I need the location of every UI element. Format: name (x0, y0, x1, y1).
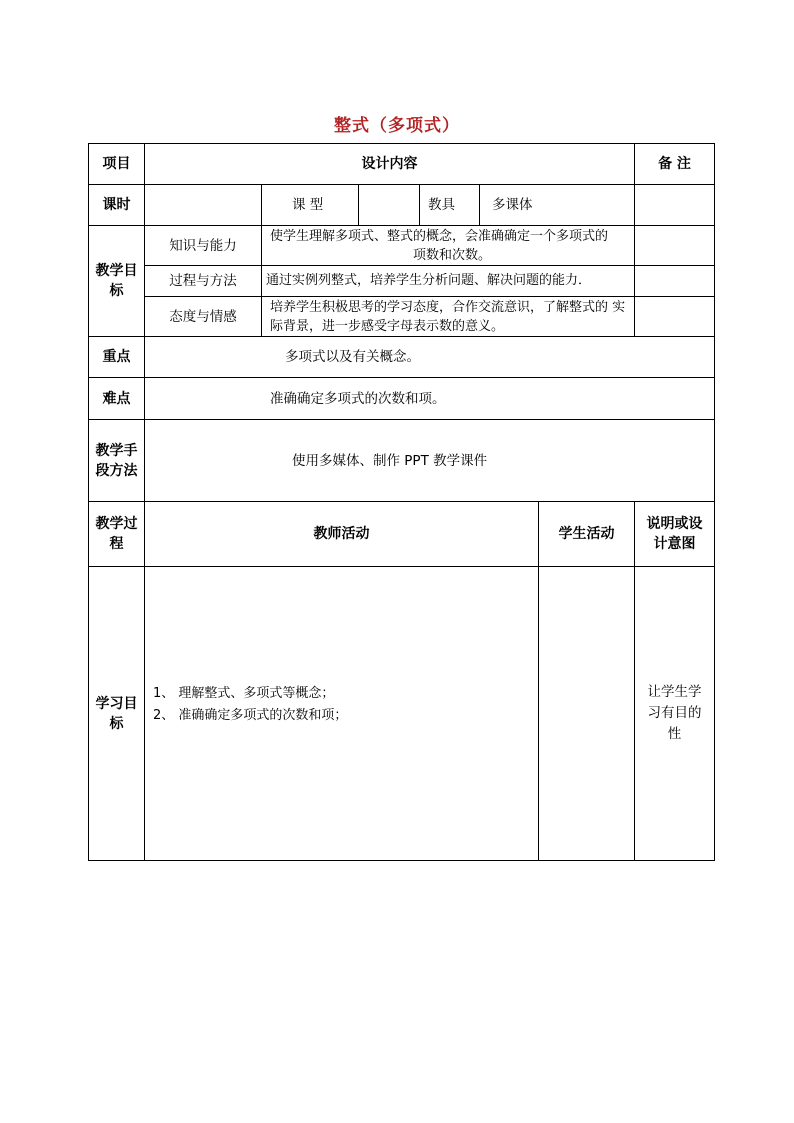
table-border (358, 184, 359, 226)
objective-text-process: 通过实例列整式，培养学生分析问题、解决问题的能力． (266, 273, 592, 288)
objective-text-knowledge (262, 226, 634, 265)
objective-name-attitude: 态度与情感 (169, 308, 237, 325)
key-point-label: 重点 (102, 349, 131, 365)
period-label: 课时 (102, 197, 131, 213)
period-tool-label: 教具 (428, 197, 455, 213)
header-item: 项目 (102, 156, 131, 172)
methods-text: 使用多媒体、制作 PPT 教学课件 (292, 452, 488, 469)
process-label (89, 502, 144, 566)
period-tool-value: 多课体 (492, 197, 533, 213)
objective-text-line: 培养学生积极思考的学习态度，合作交流意识，了解整式的 (270, 300, 609, 315)
study-label (89, 567, 144, 860)
page-title: 整式（多项式） (334, 116, 460, 136)
study-note (635, 567, 714, 860)
list-item: 2、 准确确定多项式的次数和项； (153, 708, 348, 723)
header-content: 设计内容 (361, 156, 418, 172)
period-type-label: 课 型 (292, 197, 324, 213)
methods-label (89, 420, 144, 501)
objectives-label-text: 教学目标 (95, 263, 138, 299)
difficulty-text: 准确确定多项式的次数和项。 (270, 390, 446, 407)
study-note-text: 让学生学习有目的性 (647, 684, 702, 742)
objectives-label (89, 226, 144, 336)
study-label-text: 学习目标 (95, 695, 138, 732)
header-note: 备 注 (658, 156, 691, 172)
objective-name-process: 过程与方法 (169, 273, 237, 289)
process-label-text: 教学过程 (95, 516, 138, 552)
objective-text-line: 实际背景，进一步感受字母表示数的意义。 (270, 300, 626, 334)
methods-label-text: 教学手段方法 (95, 442, 138, 479)
key-point-text: 多项式以及有关概念。 (285, 349, 420, 365)
table-border (714, 143, 715, 861)
difficulty-label: 难点 (102, 390, 131, 407)
objective-text-attitude (262, 297, 634, 336)
process-student: 学生活动 (558, 526, 615, 542)
table-border (88, 860, 715, 861)
process-explain-text: 说明或设计意图 (646, 516, 703, 552)
study-items (145, 567, 538, 860)
objective-name-knowledge: 知识与能力 (169, 237, 237, 254)
process-explain (635, 502, 714, 566)
list-item: 1、 理解整式、多项式等概念； (153, 686, 335, 701)
process-teacher: 教师活动 (313, 526, 370, 542)
objective-text-line: 项数和次数。 (412, 248, 491, 263)
objective-text-line: 使学生理解多项式、整式的概念，会准确确定一个多项式的 (270, 229, 609, 244)
